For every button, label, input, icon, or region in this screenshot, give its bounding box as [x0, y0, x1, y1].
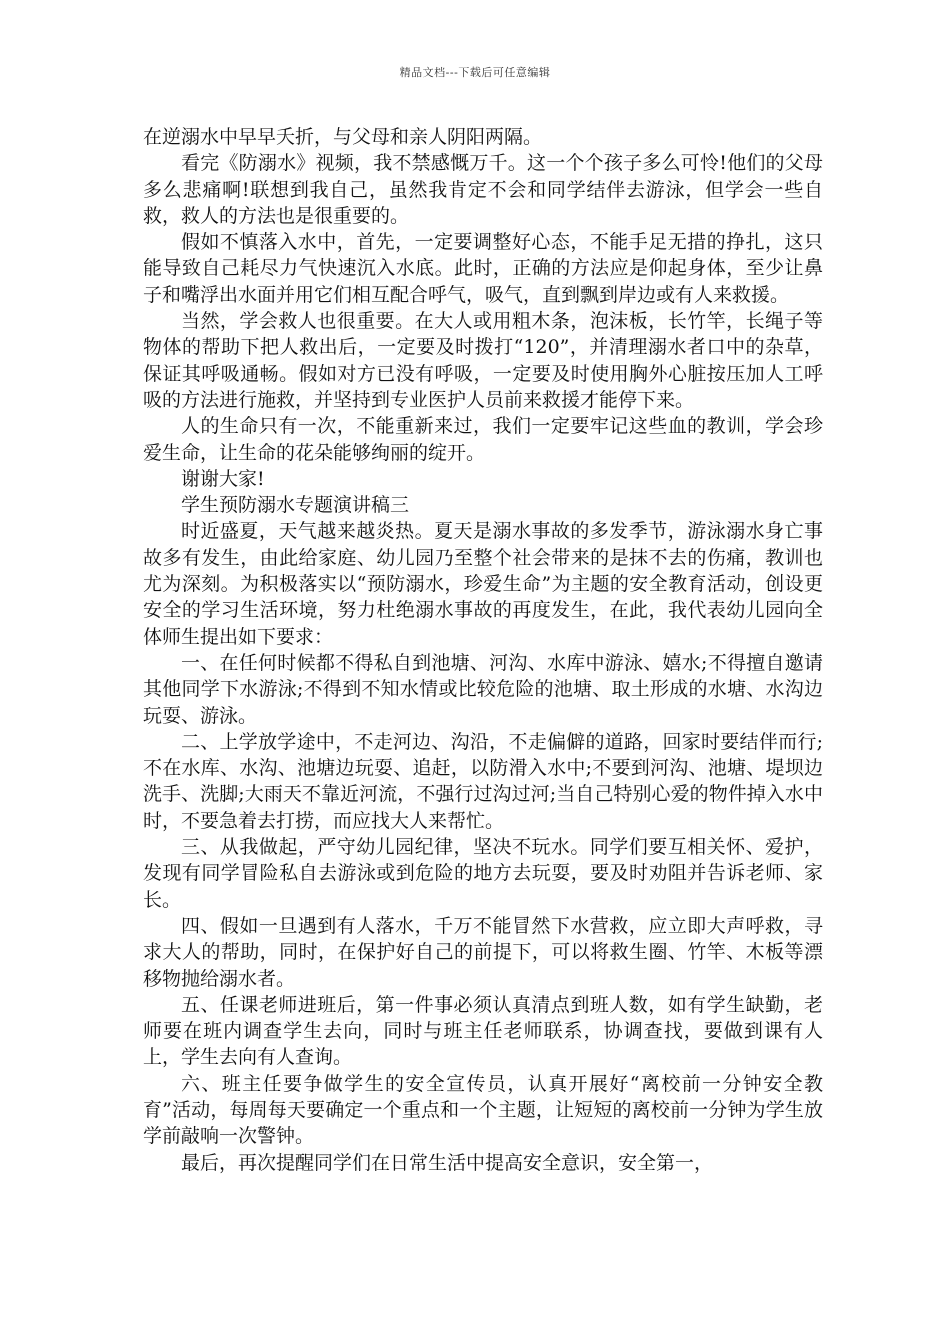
paragraph-rescue-others: 当然，学会救人也很重要。在大人或用粗木条，泡沫板，长竹竿，长绳子等物体的帮助下把人救出后，一定要及时拨打“120”，并清理溺水者口中的杂草，保证其呼吸通畅。假如对方已没有呼吸，一定要及时使用胸外心脏按压加人工呼吸的方法进行施救，并坚持到专业医护人员前来救援才能停下来。	[143, 310, 823, 411]
paragraph-rule-1: 一、在任何时候都不得私自到池塘、河沟、水库中游泳、嬉水;不得擅自邀请其他同学下水游泳;不得到不知水情或比较危险的池塘、取土形成的水塘、水沟边玩耍、游泳。	[143, 651, 823, 727]
document-body	[143, 124, 823, 1176]
paragraph-rule-2: 二、上学放学途中，不走河边、沟沿，不走偏僻的道路，回家时要结伴而行;不在水库、水沟、池塘边玩耍、追赶，以防滑入水中;不要到河沟、池塘、堤坝边洗手、洗脚;大雨天不靠近河流，不强行过沟过河;当自己特别心爱的物件掉入水中时，不要急着去打捞，而应找大人来帮忙。	[143, 730, 823, 832]
section-title: 学生预防溺水专题演讲稿三	[181, 494, 410, 517]
paragraph-rule-5: 五、任课老师进班后，第一件事必须认真清点到班人数，如有学生缺勤，老师要在班内调查学生去向，同时与班主任老师联系，协调查找，要做到课有人上，学生去向有人查询。	[143, 993, 823, 1069]
paragraph-video-reflection: 看完《防溺水》视频，我不禁感慨万千。这一个个孩子多么可怜!他们的父母多么悲痛啊!联想到我自己，虽然我肯定不会和同学结伴去游泳，但学会一些自救，救人的方法也是很重要的。	[143, 152, 823, 227]
paragraph-intro: 时近盛夏，天气越来越炎热。夏天是溺水事故的多发季节，游泳溺水身亡事故多有发生，由此给家庭、幼儿园乃至整个社会带来的是抹不去的伤痛，教训也尤为深刻。为积极落实以“预防溺水，珍爱生命”为主题的安全教育活动，创设更安全的学习生活环境，努力杜绝溺水事故的再度发生，在此，我代表幼儿园向全体师生提出如下要求：	[143, 520, 823, 648]
paragraph-rule-6: 六、班主任要争做学生的安全宣传员，认真开展好“离校前一分钟安全教育”活动，每周每天要确定一个重点和一个主题，让短短的离校前一分钟为学生放学前敲响一次警钟。	[143, 1072, 823, 1148]
paragraph-continuation: 在逆溺水中早早夭折，与父母和亲人阴阳两隔。	[143, 126, 543, 148]
paragraph-self-rescue: 假如不慎落入水中，首先，一定要调整好心态，不能手足无措的挣扎，这只能导致自己耗尽力气快速沉入水底。此时，正确的方法应是仰起身体，至少让鼻子和嘴浮出水面并用它们相互配合呼气，吸气，直到飘到岸边或有人来救援。	[143, 231, 823, 306]
page-header: 精品文档---下载后可任意编辑	[399, 66, 551, 79]
paragraph-closing: 最后，再次提醒同学们在日常生活中提高安全意识，安全第一，	[181, 1151, 714, 1174]
paragraph-rule-3: 三、从我做起，严守幼儿园纪律，坚决不玩水。同学们要互相关怀、爱护，发现有同学冒险私自去游泳或到危险的地方去玩耍，要及时劝阻并告诉老师、家长。	[143, 836, 823, 911]
paragraph-cherish-life: 人的生命只有一次，不能重新来过，我们一定要牢记这些血的教训，学会珍爱生命，让生命的花朵能够绚丽的绽开。	[143, 415, 823, 464]
paragraph-rule-4: 四、假如一旦遇到有人落水，千万不能冒然下水营救，应立即大声呼救，寻求大人的帮助，同时，在保护好自己的前提下，可以将救生圈、竹竿、木板等漂移物抛给溺水者。	[143, 914, 823, 990]
paragraph-thanks: 谢谢大家!	[181, 467, 265, 490]
